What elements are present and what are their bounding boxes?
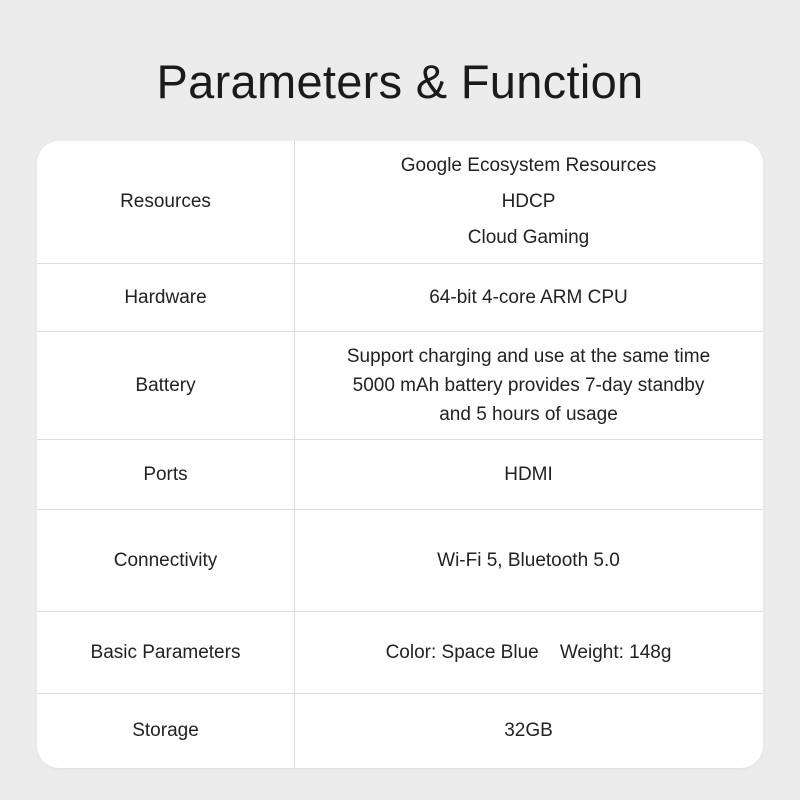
- value-line: HDCP: [501, 191, 556, 212]
- value-line: Cloud Gaming: [467, 227, 590, 248]
- parameters-table: [37, 141, 763, 768]
- row-label: Battery: [135, 374, 196, 396]
- value-line: Wi-Fi 5, Bluetooth 5.0: [437, 549, 620, 571]
- table-row-basic-parameters: [37, 612, 763, 694]
- value-line: Google Ecosystem Resources: [400, 155, 657, 176]
- row-value: [294, 612, 763, 693]
- row-label: Connectivity: [113, 549, 218, 571]
- value-line: HDMI: [504, 463, 553, 485]
- table-row-storage: [37, 694, 763, 768]
- row-label: Basic Parameters: [90, 641, 241, 663]
- row-value: [294, 694, 763, 768]
- value-line: Support charging and use at the same time: [346, 346, 711, 367]
- row-label: Hardware: [124, 286, 207, 308]
- table-row-hardware: [37, 264, 763, 332]
- value-line: 32GB: [504, 720, 553, 741]
- page-title: Parameters & Function: [156, 55, 644, 108]
- row-value: [294, 440, 763, 509]
- row-label: Ports: [143, 463, 188, 485]
- table-row-resources: [37, 141, 763, 264]
- row-value: [294, 141, 763, 263]
- table-row-connectivity: [37, 510, 763, 612]
- row-label: Resources: [120, 191, 211, 212]
- table-row-battery: [37, 332, 763, 440]
- value-line: Color: Space Blue Weight: 148g: [385, 641, 672, 663]
- value-line: and 5 hours of usage: [439, 404, 618, 425]
- value-line: 64-bit 4-core ARM CPU: [429, 286, 628, 308]
- row-label: Storage: [132, 720, 199, 741]
- row-value: [294, 510, 763, 611]
- row-value: [294, 332, 763, 439]
- table-row-ports: [37, 440, 763, 510]
- value-line: 5000 mAh battery provides 7-day standby: [352, 375, 705, 396]
- row-value: [294, 264, 763, 331]
